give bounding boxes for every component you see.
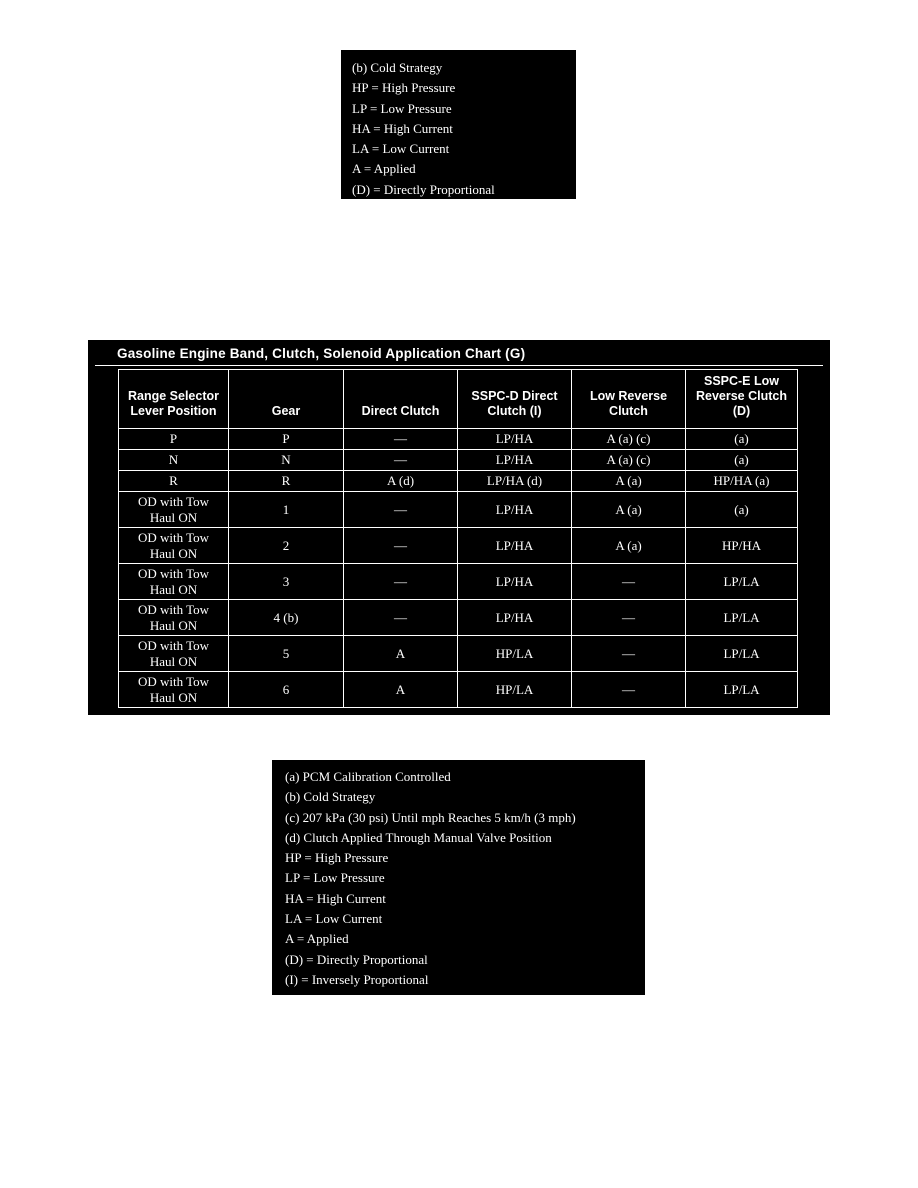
table-cell: —	[344, 492, 458, 528]
table-cell: P	[119, 429, 229, 450]
legend-line: (c) 207 kPa (30 psi) Until mph Reaches 5 km/h (3 mph)	[285, 809, 576, 825]
table-cell: OD with Tow Haul ON	[119, 492, 229, 528]
table-cell: 5	[229, 636, 344, 672]
table-cell: LP/LA	[686, 636, 798, 672]
legend-line: LA = Low Current	[352, 141, 450, 157]
table-cell: —	[572, 564, 686, 600]
table-cell: LP/LA	[686, 600, 798, 636]
table-cell: OD with Tow Haul ON	[119, 636, 229, 672]
table-cell: N	[229, 450, 344, 471]
table-cell: HP/HA	[686, 528, 798, 564]
column-header: Range Selector Lever Position	[119, 370, 229, 429]
table-cell: A (d)	[344, 471, 458, 492]
table-cell: —	[344, 429, 458, 450]
table-row	[119, 492, 798, 528]
table-cell: LP/HA	[458, 600, 572, 636]
table-cell: A (a)	[572, 528, 686, 564]
legend-line: (D) = Directly Proportional	[285, 951, 428, 967]
table-cell: —	[344, 528, 458, 564]
column-header: Gear	[229, 370, 344, 429]
top-legend-box	[341, 50, 576, 199]
legend-line: A = Applied	[285, 931, 349, 947]
legend-line: (b) Cold Strategy	[352, 60, 443, 75]
legend-line: HA = High Current	[352, 120, 453, 136]
legend-line: HP = High Pressure	[352, 80, 456, 96]
legend-line: (D) = Directly Proportional	[352, 181, 495, 197]
table-cell: P	[229, 429, 344, 450]
table-cell: 2	[229, 528, 344, 564]
column-header: Direct Clutch	[344, 370, 458, 429]
table-row	[119, 429, 798, 450]
table-cell: (a)	[686, 492, 798, 528]
legend-line: (I) = Inversely Proportional	[285, 971, 429, 987]
table-cell: A (a) (c)	[572, 450, 686, 471]
chart-title: Gasoline Engine Band, Clutch, Solenoid Application Chart (G)	[95, 340, 823, 366]
table-row	[119, 600, 798, 636]
table-cell: A (a) (c)	[572, 429, 686, 450]
table-cell: LP/HA	[458, 564, 572, 600]
table-cell: LP/LA	[686, 564, 798, 600]
legend-line: HA = High Current	[285, 890, 386, 906]
header-row	[119, 370, 798, 429]
column-header: SSPC-D Direct Clutch (I)	[458, 370, 572, 429]
legend-line: (d) Clutch Applied Through Manual Valve Position	[285, 829, 552, 845]
legend-line: LP = Low Pressure	[285, 870, 385, 886]
table-cell: LP/HA	[458, 528, 572, 564]
legend-line: LP = Low Pressure	[352, 100, 452, 116]
legend-line: LA = Low Current	[285, 911, 383, 927]
table-cell: —	[344, 564, 458, 600]
table-cell: R	[119, 471, 229, 492]
table-cell: (a)	[686, 429, 798, 450]
table-cell: A	[344, 636, 458, 672]
table-cell: OD with Tow Haul ON	[119, 672, 229, 708]
table-cell: OD with Tow Haul ON	[119, 564, 229, 600]
table-cell: (a)	[686, 450, 798, 471]
application-chart-box	[88, 340, 830, 715]
table-cell: 1	[229, 492, 344, 528]
table-cell: LP/LA	[686, 672, 798, 708]
column-header: Low Reverse Clutch	[572, 370, 686, 429]
table-cell: HP/HA (a)	[686, 471, 798, 492]
table-cell: A (a)	[572, 471, 686, 492]
table-header	[119, 370, 798, 429]
bottom-legend-box	[272, 760, 645, 995]
table-cell: A (a)	[572, 492, 686, 528]
legend-line: (b) Cold Strategy	[285, 789, 376, 805]
table-row	[119, 471, 798, 492]
table-row	[119, 672, 798, 708]
table-cell: N	[119, 450, 229, 471]
table-body	[119, 429, 798, 708]
table-cell: OD with Tow Haul ON	[119, 600, 229, 636]
legend-line: HP = High Pressure	[285, 850, 389, 866]
table-cell: —	[572, 672, 686, 708]
table-cell: LP/HA (d)	[458, 471, 572, 492]
table-cell: 3	[229, 564, 344, 600]
table-cell: —	[344, 450, 458, 471]
table-row	[119, 450, 798, 471]
table-cell: OD with Tow Haul ON	[119, 528, 229, 564]
table-cell: LP/HA	[458, 429, 572, 450]
table-cell: HP/LA	[458, 672, 572, 708]
table-cell: HP/LA	[458, 636, 572, 672]
legend-line: (a) PCM Calibration Controlled	[285, 769, 451, 784]
table-row	[119, 636, 798, 672]
table-row	[119, 564, 798, 600]
column-header: SSPC-E Low Reverse Clutch (D)	[686, 370, 798, 429]
table-cell: —	[572, 600, 686, 636]
table-cell: 6	[229, 672, 344, 708]
table-row	[119, 528, 798, 564]
application-chart-table	[118, 369, 798, 708]
table-cell: A	[344, 672, 458, 708]
table-cell: 4 (b)	[229, 600, 344, 636]
legend-line: A = Applied	[352, 161, 416, 177]
table-cell: —	[572, 636, 686, 672]
table-cell: LP/HA	[458, 450, 572, 471]
table-cell: —	[344, 600, 458, 636]
table-cell: LP/HA	[458, 492, 572, 528]
table-cell: R	[229, 471, 344, 492]
